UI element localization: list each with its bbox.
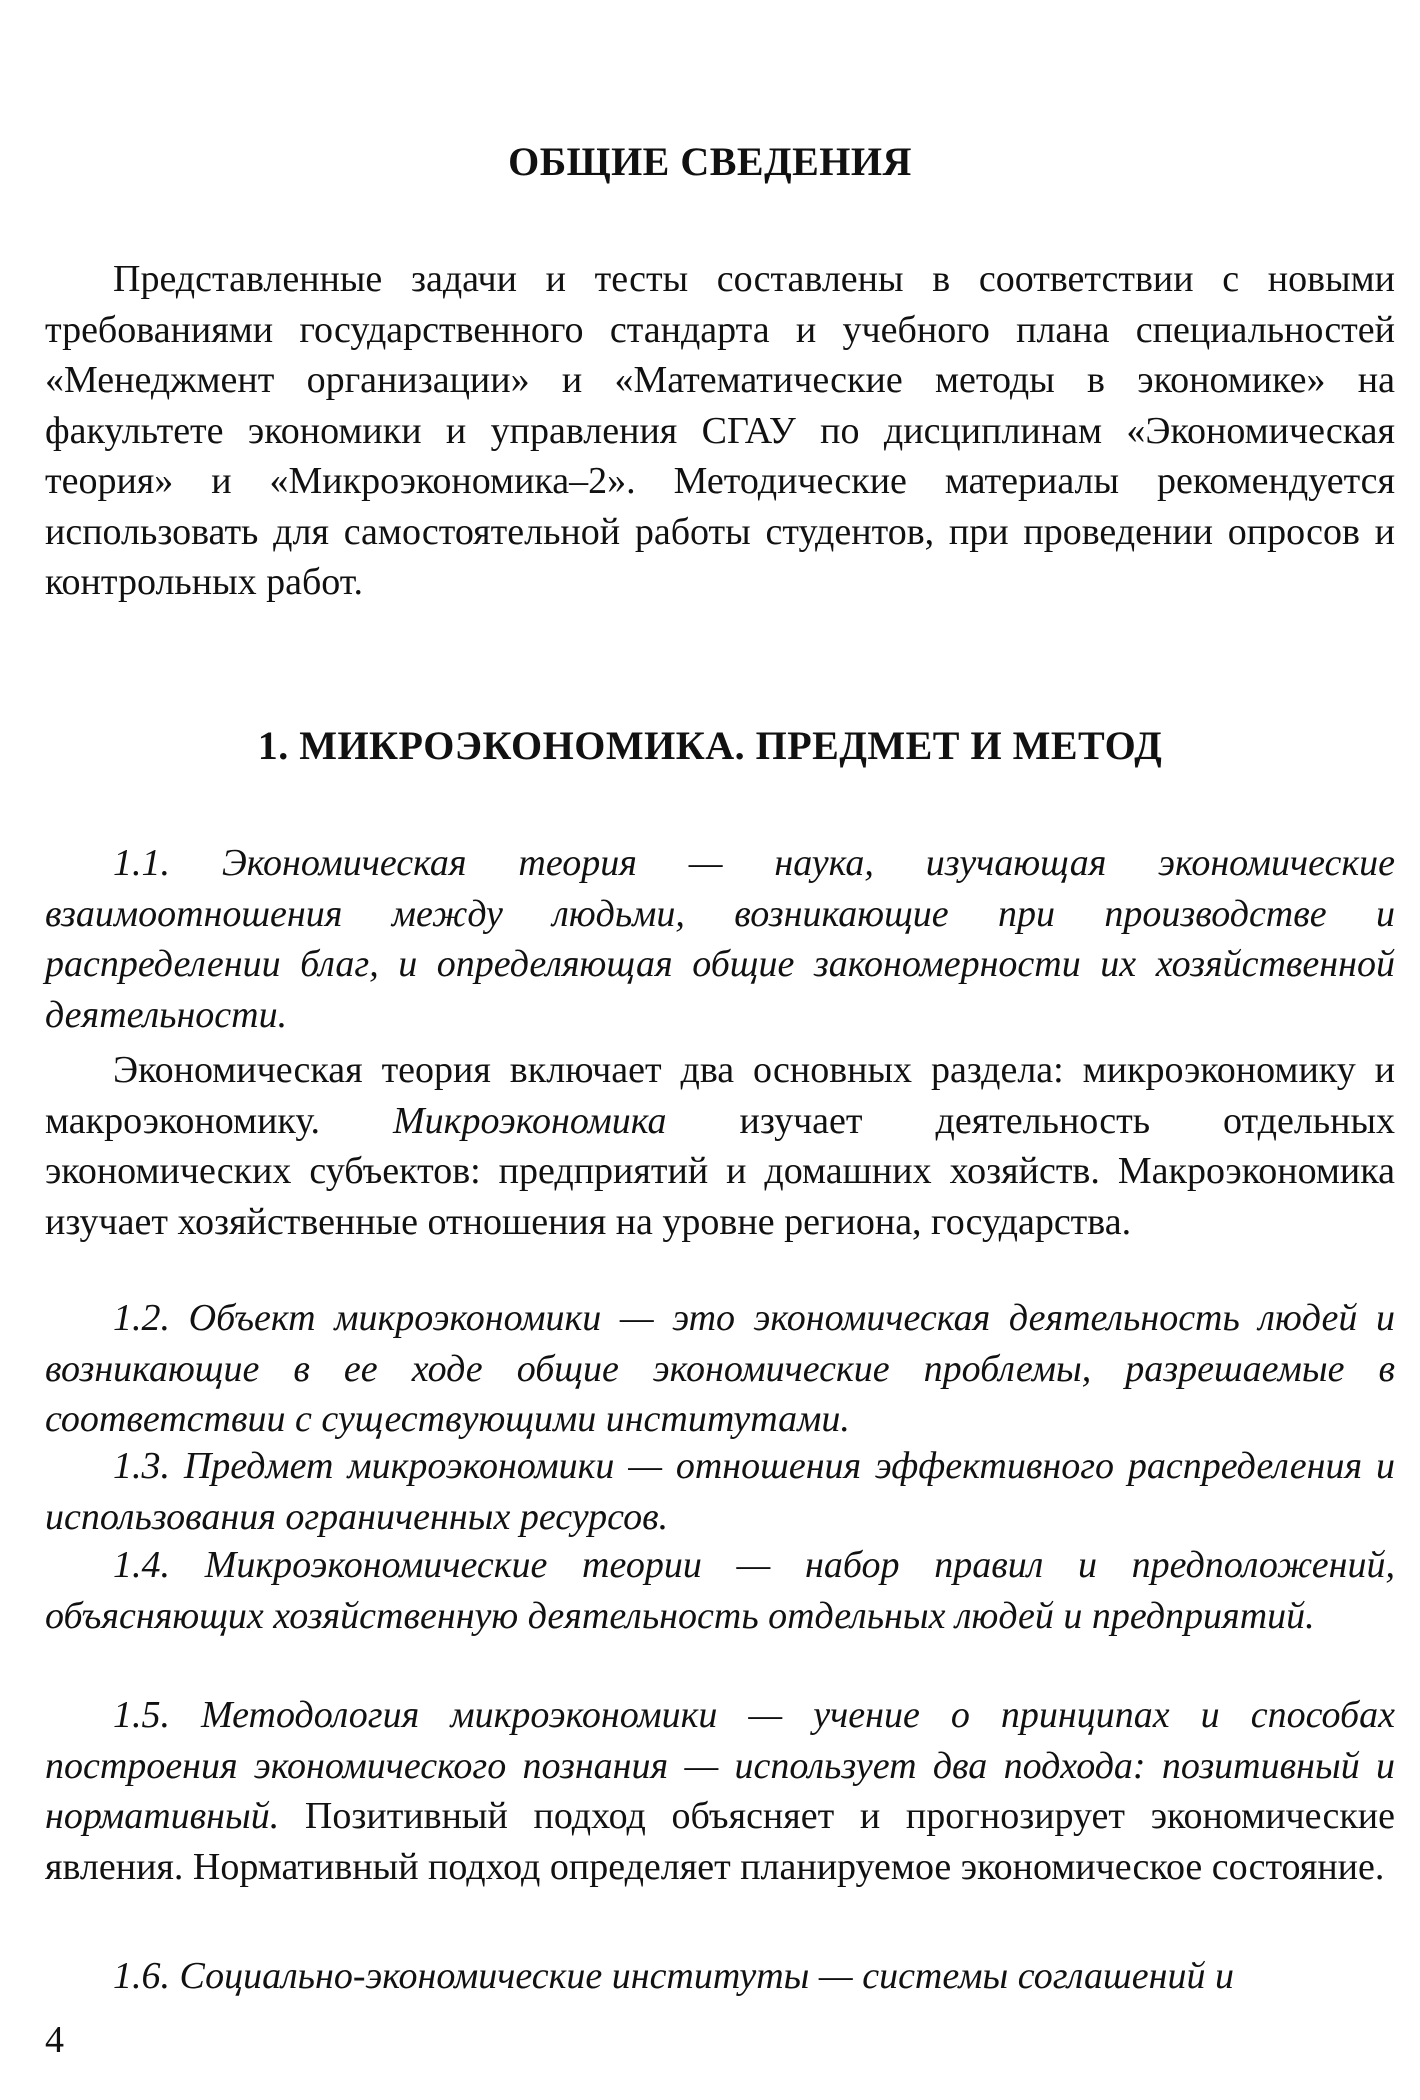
section-1-heading: 1. МИКРОЭКОНОМИКА. ПРЕДМЕТ И МЕТОД — [257, 723, 1163, 768]
definition-1-5 — [45, 1690, 1395, 1892]
definition-1-3: 1.3. Предмет микроэкономики — отношения эффективного распределения и использования ограниченных ресурсов. — [45, 1445, 1395, 1538]
economic-theory-text-b: изучает деятельность отдельных экономических субъектов: предприятий и домашних хозяйств. Макроэкономика изучает хозяйственные отношения на уровне региона, государства. — [45, 1099, 1395, 1243]
economic-theory-paragraph — [45, 1045, 1395, 1247]
definition-1-5-text: Позитивный подход объясняет и прогнозирует экономические явления. Нормативный подход определяет планируемое экономическое состояние. — [45, 1795, 1395, 1888]
economic-theory-text-a: Экономическая теория включает два основных раздела: микроэкономику и макроэкономику. — [45, 1049, 1395, 1142]
intro-paragraph: Представленные задачи и тесты составлены в соответствии с новыми требованиями государственного стандарта и учебного плана специальностей «Менеджмент организации» и «Математические методы в экономике» на факультете экономики и управления СГАУ по дисциплинам «Экономическая теория» и «Микроэкономика–2». Методические материалы рекомендуется использовать для самостоятельной работы студентов, при проведении опросов и контрольных работ. — [45, 258, 1395, 603]
definition-1-2: 1.2. Объект микроэкономики — это экономическая деятельность людей и возникающие в ее ходе общие экономические проблемы, разрешаемые в соответствии с существующими институтами. — [45, 1297, 1395, 1440]
definition-1-1: 1.1. Экономическая теория — наука, изучающая экономические взаимоотношения между людьми, возникающие при производстве и распределении благ, и определяющая общие закономерности их хозяйственной деятельности. — [45, 842, 1395, 1036]
page-number: 4 — [45, 2019, 64, 2061]
definition-1-6: 1.6. Социально-экономические институты — системы соглашений и — [113, 1955, 1234, 1997]
definition-1-5-italic: 1.5. Методология микроэкономики — учение о принципах и способах построения экономического познания — использует два подхода: позитивный и нормативный. — [45, 1694, 1395, 1837]
definition-1-4: 1.4. Микроэкономические теории — набор правил и предположений, объясняющих хозяйственную деятельность отдельных людей и предприятий. — [45, 1544, 1395, 1637]
microeconomics-term: Микроэкономика — [393, 1099, 667, 1142]
general-info-heading: ОБЩИЕ СВЕДЕНИЯ — [508, 139, 912, 184]
